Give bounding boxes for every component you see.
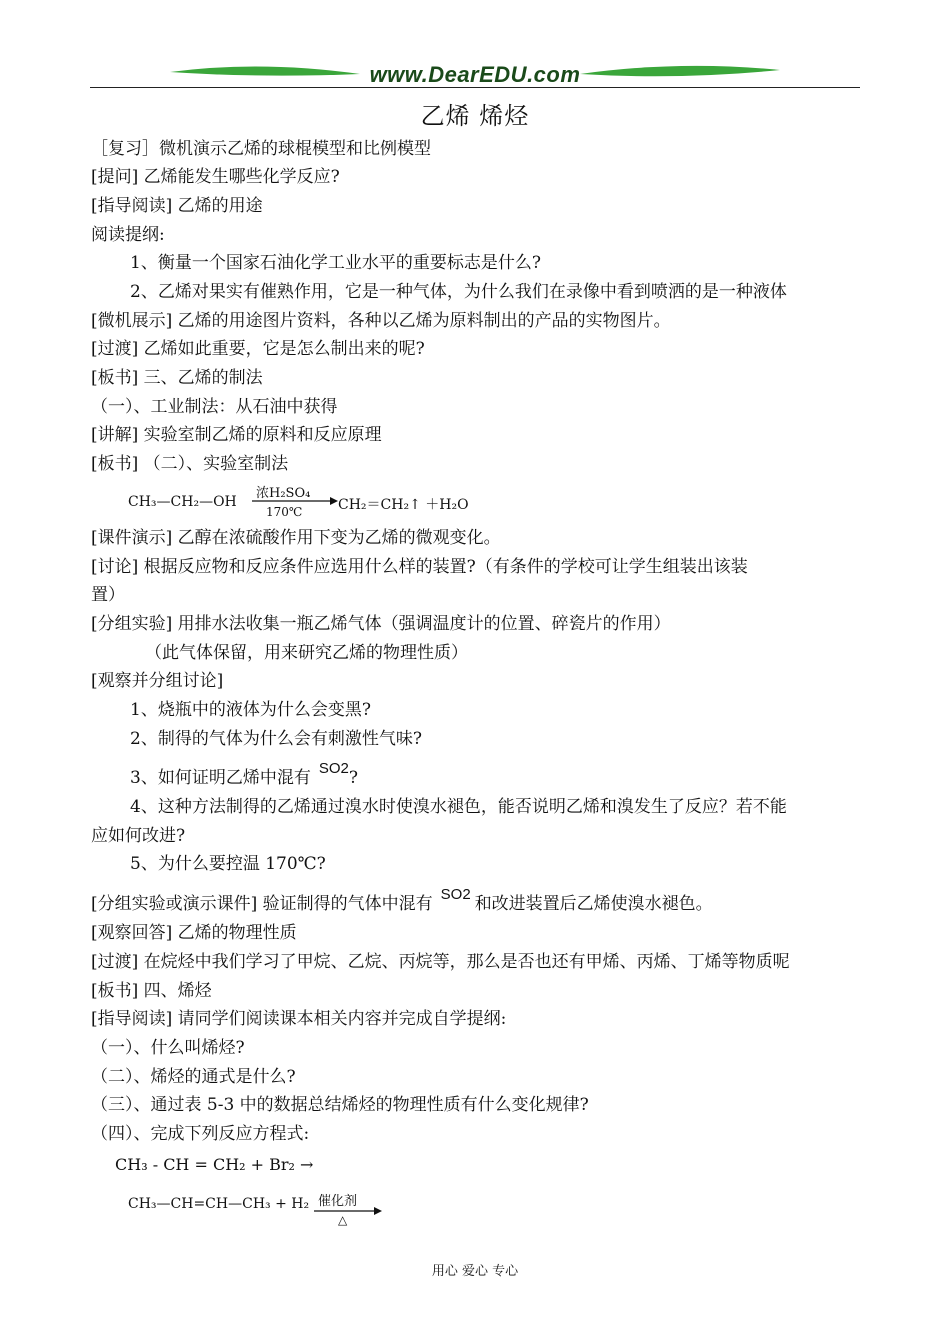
text-line: [过渡] 在烷烃中我们学习了甲烷、乙烷、丙烷等，那么是否也还有甲烯、丙烯、丁烯等物质呢 (91, 952, 790, 972)
text-fragment: 和改进装置后乙烯使溴水褪色。 (474, 894, 713, 914)
text-line: [讨论] 根据反应物和反应条件应选用什么样的装置?（有条件的学校可让学生组装出该装 (91, 557, 748, 577)
text-line (91, 886, 713, 916)
so2-formula: SO2 (440, 886, 471, 903)
text-line: 1、烧瓶中的液体为什么会变黑? (130, 700, 371, 720)
text-line: [课件演示] 乙醇在浓硫酸作用下变为乙烯的微观变化。 (91, 528, 501, 548)
text-fragment: [分组实验或演示课件] 验证制得的气体中混有 (91, 894, 433, 914)
equation-reactant: CH₃—CH=CH—CH₃ + H₂ (128, 1196, 310, 1212)
text-line: 5、为什么要控温 170℃? (130, 854, 326, 874)
equation-condition-bottom: △ (338, 1213, 348, 1227)
text-line: （三）、通过表 5-3 中的数据总结烯烃的物理性质有什么变化规律? (91, 1095, 589, 1115)
text-line: （一）、什么叫烯烃? (91, 1038, 245, 1058)
text-line: 4、这种方法制得的乙烯通过溴水时使溴水褪色，能否说明乙烯和溴发生了反应？若不能 (130, 797, 787, 817)
text-line: [板书] 四、烯烃 (91, 981, 212, 1001)
equation-product: CH₂＝CH₂↑ ＋H₂O (338, 497, 469, 513)
text-line: [微机展示] 乙烯的用途图片资料，各种以乙烯为原料制出的产品的实物图片。 (91, 311, 671, 331)
so2-formula: SO2 (318, 760, 349, 777)
text-line: （四）、完成下列反应方程式: (91, 1124, 310, 1144)
text-line: [板书] （二）、实验室制法 (91, 454, 289, 474)
text-line: [指导阅读] 乙烯的用途 (91, 196, 263, 216)
header-rule (90, 87, 860, 88)
text-line: [观察并分组讨论] (91, 671, 224, 691)
page-footer: 用心 爱心 专心 (431, 1264, 519, 1279)
text-line: [过渡] 乙烯如此重要，它是怎么制出来的呢? (91, 339, 425, 359)
text-line: （一）、工业制法：从石油中获得 (91, 397, 338, 417)
page-title: 乙烯 烯烃 (420, 102, 530, 130)
text-line: ［复习］微机演示乙烯的球棍模型和比例模型 (91, 139, 431, 159)
text-fragment: 3、如何证明乙烯中混有 (130, 768, 311, 788)
text-line: 1、衡量一个国家石油化学工业水平的重要标志是什么? (130, 253, 541, 273)
site-header-banner (90, 58, 860, 90)
text-line: 置） (91, 585, 125, 605)
text-line (130, 760, 358, 790)
text-line: 阅读提纲: (91, 225, 165, 245)
site-brand-logo[interactable]: www.DearEDU.com (369, 62, 581, 87)
text-line: 应如何改进? (91, 826, 186, 846)
text-line: （此气体保留，用来研究乙烯的物理性质） (145, 643, 468, 663)
equation-propene-bromine: CH₃ - CH = CH₂ + Br₂ → (115, 1155, 314, 1174)
equation-condition-top: 浓H₂SO₄ (256, 486, 311, 501)
equation-condition-bottom: 170℃ (266, 505, 303, 519)
text-line: 2、制得的气体为什么会有刺激性气味? (130, 729, 422, 749)
text-fragment: ? (348, 768, 358, 788)
text-line: [指导阅读] 请同学们阅读课本相关内容并完成自学提纲: (91, 1009, 507, 1029)
text-line: [板书] 三、乙烯的制法 (91, 368, 263, 388)
text-line: （二）、烯烃的通式是什么? (91, 1067, 296, 1087)
text-line: 2、乙烯对果实有催熟作用，它是一种气体，为什么我们在录像中看到喷洒的是一种液体 (130, 282, 787, 302)
text-line: [提问] 乙烯能发生哪些化学反应? (91, 167, 340, 187)
text-line: [观察回答] 乙烯的物理性质 (91, 923, 297, 943)
text-line: [分组实验] 用排水法收集一瓶乙烯气体（强调温度计的位置、碎瓷片的作用） (91, 614, 671, 634)
equation-condition-top: 催化剂 (318, 1194, 358, 1209)
text-line: [讲解] 实验室制乙烯的原料和反应原理 (91, 425, 382, 445)
equation-reactant: CH₃—CH₂—OH (128, 494, 237, 510)
